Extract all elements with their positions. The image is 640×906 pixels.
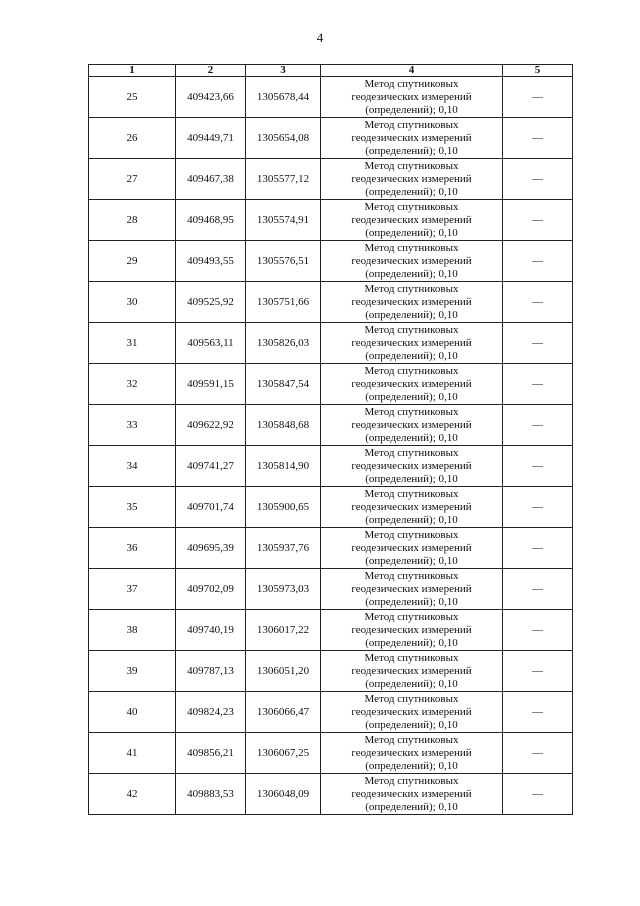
- column-header-1: 1: [89, 65, 176, 77]
- method-text-line: геодезических измерений: [351, 623, 472, 636]
- y-coordinate-cell: 1305574,91: [246, 200, 321, 241]
- table-row: [89, 159, 573, 200]
- y-coordinate-cell: 1306017,22: [246, 610, 321, 651]
- x-coordinate-cell: 409493,55: [176, 241, 246, 282]
- x-coordinate-cell: 409787,13: [176, 651, 246, 692]
- y-coordinate-cell: 1306051,20: [246, 651, 321, 692]
- method-text-line: (определений); 0,10: [365, 144, 458, 157]
- column-header-4: 4: [321, 65, 503, 77]
- description-cell: —: [503, 692, 573, 733]
- method-text-line: Метод спутниковых: [364, 651, 459, 664]
- method-cell: [321, 282, 503, 323]
- method-text-line: геодезических измерений: [351, 500, 472, 513]
- method-cell: [321, 77, 503, 118]
- description-cell: —: [503, 323, 573, 364]
- x-coordinate-cell: 409563,11: [176, 323, 246, 364]
- method-text-line: (определений); 0,10: [365, 185, 458, 198]
- table-row: [89, 323, 573, 364]
- table-row: [89, 774, 573, 815]
- method-text-line: (определений); 0,10: [365, 513, 458, 526]
- method-text-line: геодезических измерений: [351, 254, 472, 267]
- point-number-cell: 29: [89, 241, 176, 282]
- method-cell: [321, 733, 503, 774]
- method-text-line: Метод спутниковых: [364, 733, 459, 746]
- description-cell: —: [503, 241, 573, 282]
- x-coordinate-cell: 409824,23: [176, 692, 246, 733]
- method-text-line: (определений); 0,10: [365, 308, 458, 321]
- y-coordinate-cell: 1305577,12: [246, 159, 321, 200]
- method-text-line: геодезических измерений: [351, 213, 472, 226]
- x-coordinate-cell: 409702,09: [176, 569, 246, 610]
- method-cell: [321, 528, 503, 569]
- description-cell: —: [503, 487, 573, 528]
- point-number-cell: 40: [89, 692, 176, 733]
- method-text-line: (определений); 0,10: [365, 554, 458, 567]
- point-number-cell: 33: [89, 405, 176, 446]
- method-text-line: Метод спутниковых: [364, 364, 459, 377]
- table-row: [89, 241, 573, 282]
- table-row: [89, 651, 573, 692]
- x-coordinate-cell: 409740,19: [176, 610, 246, 651]
- description-cell: —: [503, 733, 573, 774]
- x-coordinate-cell: 409525,92: [176, 282, 246, 323]
- y-coordinate-cell: 1305847,54: [246, 364, 321, 405]
- column-header-3: 3: [246, 65, 321, 77]
- table-row: [89, 200, 573, 241]
- point-number-cell: 31: [89, 323, 176, 364]
- y-coordinate-cell: 1305678,44: [246, 77, 321, 118]
- page-number: 4: [316, 30, 324, 45]
- method-text-line: Метод спутниковых: [364, 77, 459, 90]
- method-text-line: (определений); 0,10: [365, 677, 458, 690]
- point-number-cell: 27: [89, 159, 176, 200]
- method-text-line: (определений); 0,10: [365, 595, 458, 608]
- point-number-cell: 34: [89, 446, 176, 487]
- y-coordinate-cell: 1306048,09: [246, 774, 321, 815]
- table-row: [89, 692, 573, 733]
- x-coordinate-cell: 409622,92: [176, 405, 246, 446]
- method-text-line: Метод спутниковых: [364, 241, 459, 254]
- method-cell: [321, 159, 503, 200]
- method-text-line: геодезических измерений: [351, 705, 472, 718]
- method-text-line: (определений); 0,10: [365, 431, 458, 444]
- method-text-line: (определений); 0,10: [365, 718, 458, 731]
- description-cell: —: [503, 774, 573, 815]
- method-text-line: геодезических измерений: [351, 746, 472, 759]
- method-text-line: геодезических измерений: [351, 418, 472, 431]
- y-coordinate-cell: 1305937,76: [246, 528, 321, 569]
- x-coordinate-cell: 409856,21: [176, 733, 246, 774]
- method-text-line: (определений); 0,10: [365, 390, 458, 403]
- y-coordinate-cell: 1305751,66: [246, 282, 321, 323]
- method-text-line: Метод спутниковых: [364, 610, 459, 623]
- point-number-cell: 37: [89, 569, 176, 610]
- column-header-5: 5: [503, 65, 573, 77]
- x-coordinate-cell: 409741,27: [176, 446, 246, 487]
- method-text-line: Метод спутниковых: [364, 528, 459, 541]
- method-text-line: геодезических измерений: [351, 664, 472, 677]
- method-text-line: Метод спутниковых: [364, 774, 459, 787]
- method-text-line: геодезических измерений: [351, 459, 472, 472]
- method-cell: [321, 692, 503, 733]
- method-text-line: Метод спутниковых: [364, 692, 459, 705]
- description-cell: —: [503, 282, 573, 323]
- y-coordinate-cell: 1305900,65: [246, 487, 321, 528]
- method-text-line: геодезических измерений: [351, 172, 472, 185]
- header-row: [89, 65, 573, 77]
- description-cell: —: [503, 569, 573, 610]
- y-coordinate-cell: 1305848,68: [246, 405, 321, 446]
- method-text-line: (определений); 0,10: [365, 636, 458, 649]
- point-number-cell: 35: [89, 487, 176, 528]
- method-cell: [321, 118, 503, 159]
- method-cell: [321, 487, 503, 528]
- method-cell: [321, 569, 503, 610]
- method-text-line: Метод спутниковых: [364, 200, 459, 213]
- x-coordinate-cell: 409468,95: [176, 200, 246, 241]
- y-coordinate-cell: 1305826,03: [246, 323, 321, 364]
- method-cell: [321, 200, 503, 241]
- method-text-line: геодезических измерений: [351, 295, 472, 308]
- table-row: [89, 487, 573, 528]
- table-row: [89, 569, 573, 610]
- method-cell: [321, 610, 503, 651]
- method-text-line: геодезических измерений: [351, 90, 472, 103]
- x-coordinate-cell: 409695,39: [176, 528, 246, 569]
- table-row: [89, 405, 573, 446]
- method-text-line: (определений); 0,10: [365, 472, 458, 485]
- table-row: [89, 118, 573, 159]
- point-number-cell: 38: [89, 610, 176, 651]
- method-text-line: геодезических измерений: [351, 336, 472, 349]
- method-cell: [321, 774, 503, 815]
- method-text-line: Метод спутниковых: [364, 282, 459, 295]
- method-text-line: геодезических измерений: [351, 787, 472, 800]
- y-coordinate-cell: 1305814,90: [246, 446, 321, 487]
- point-number-cell: 26: [89, 118, 176, 159]
- point-number-cell: 30: [89, 282, 176, 323]
- method-cell: [321, 323, 503, 364]
- description-cell: —: [503, 446, 573, 487]
- y-coordinate-cell: 1306067,25: [246, 733, 321, 774]
- description-cell: —: [503, 364, 573, 405]
- table-row: [89, 364, 573, 405]
- point-number-cell: 32: [89, 364, 176, 405]
- method-text-line: Метод спутниковых: [364, 159, 459, 172]
- method-text-line: геодезических измерений: [351, 582, 472, 595]
- description-cell: —: [503, 610, 573, 651]
- table-row: [89, 446, 573, 487]
- x-coordinate-cell: 409467,38: [176, 159, 246, 200]
- x-coordinate-cell: 409449,71: [176, 118, 246, 159]
- method-cell: [321, 405, 503, 446]
- description-cell: —: [503, 200, 573, 241]
- method-text-line: Метод спутниковых: [364, 323, 459, 336]
- x-coordinate-cell: 409883,53: [176, 774, 246, 815]
- point-number-cell: 39: [89, 651, 176, 692]
- point-number-cell: 41: [89, 733, 176, 774]
- point-number-cell: 25: [89, 77, 176, 118]
- method-cell: [321, 241, 503, 282]
- point-number-cell: 36: [89, 528, 176, 569]
- method-text-line: геодезических измерений: [351, 131, 472, 144]
- coordinates-table: [88, 64, 573, 815]
- method-cell: [321, 446, 503, 487]
- table-row: [89, 282, 573, 323]
- x-coordinate-cell: 409423,66: [176, 77, 246, 118]
- method-text-line: геодезических измерений: [351, 377, 472, 390]
- table-body: [89, 77, 573, 815]
- method-cell: [321, 651, 503, 692]
- description-cell: —: [503, 405, 573, 446]
- y-coordinate-cell: 1305576,51: [246, 241, 321, 282]
- method-text-line: (определений); 0,10: [365, 103, 458, 116]
- description-cell: —: [503, 528, 573, 569]
- method-text-line: (определений); 0,10: [365, 267, 458, 280]
- method-text-line: (определений); 0,10: [365, 226, 458, 239]
- x-coordinate-cell: 409591,15: [176, 364, 246, 405]
- table-row: [89, 77, 573, 118]
- table-row: [89, 610, 573, 651]
- table-row: [89, 733, 573, 774]
- description-cell: —: [503, 159, 573, 200]
- method-text-line: Метод спутниковых: [364, 118, 459, 131]
- column-header-2: 2: [176, 65, 246, 77]
- method-text-line: (определений); 0,10: [365, 800, 458, 813]
- y-coordinate-cell: 1305654,08: [246, 118, 321, 159]
- method-text-line: (определений); 0,10: [365, 349, 458, 362]
- table-row: [89, 528, 573, 569]
- description-cell: —: [503, 651, 573, 692]
- point-number-cell: 28: [89, 200, 176, 241]
- description-cell: —: [503, 77, 573, 118]
- x-coordinate-cell: 409701,74: [176, 487, 246, 528]
- point-number-cell: 42: [89, 774, 176, 815]
- method-text-line: Метод спутниковых: [364, 446, 459, 459]
- description-cell: —: [503, 118, 573, 159]
- method-text-line: Метод спутниковых: [364, 569, 459, 582]
- method-cell: [321, 364, 503, 405]
- method-text-line: Метод спутниковых: [364, 405, 459, 418]
- method-text-line: Метод спутниковых: [364, 487, 459, 500]
- y-coordinate-cell: 1306066,47: [246, 692, 321, 733]
- method-text-line: геодезических измерений: [351, 541, 472, 554]
- y-coordinate-cell: 1305973,03: [246, 569, 321, 610]
- method-text-line: (определений); 0,10: [365, 759, 458, 772]
